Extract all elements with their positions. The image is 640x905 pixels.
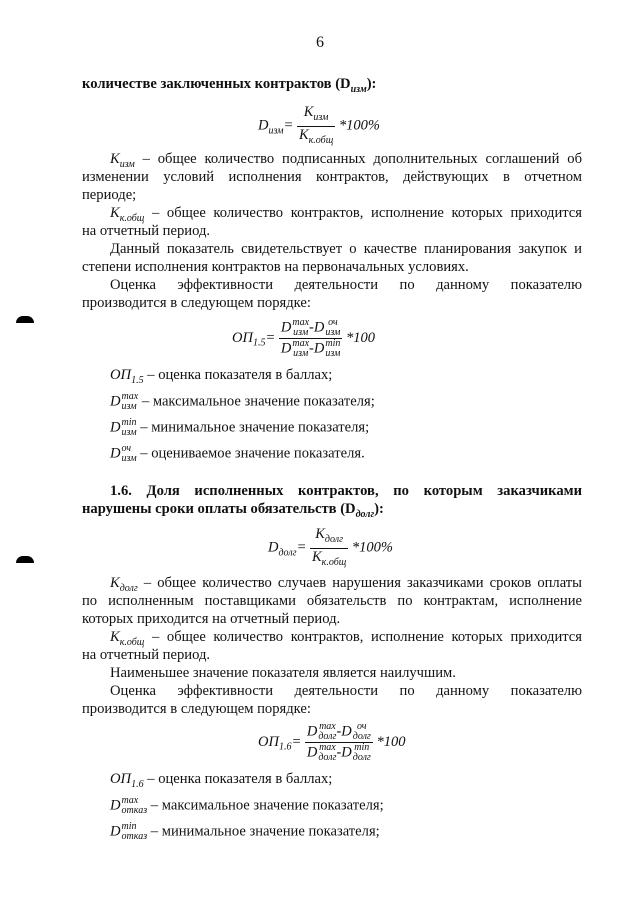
page-number: 6	[316, 34, 324, 51]
definition-k-izm: $K_{изм}$ – общее количество подписанных дополнительных соглашений об	[110, 151, 582, 170]
punch-hole-mark	[16, 556, 34, 563]
definition-k-obshch: $K_{к.общ}$ – общее количество контрактов, исполнение которых приходится	[110, 205, 582, 224]
text-line: изменении условий исполнения контрактов, действующих в отчетном	[82, 169, 582, 185]
legend-item: D оч изм – оцениваемое значение показателя.	[110, 443, 365, 464]
text-line: периоде;	[82, 187, 137, 203]
definition-k-obshch: $K_{к.общ}$ – общее количество контрактов, исполнение которых приходится	[110, 629, 582, 648]
text-line: которых приходится на отчетный период.	[82, 611, 341, 627]
legend-item: $ОП_{1.6}$ – оценка показателя в баллах;	[110, 771, 333, 790]
paragraph: Оценка эффективности деятельности по данному показателю	[110, 277, 582, 293]
text-line: производится в следующем порядке:	[82, 295, 311, 311]
paragraph: Наименьшее значение показателя является наилучшим.	[110, 665, 456, 681]
legend-item: D min отказ – минимальное значение показателя;	[110, 821, 380, 842]
legend-item: D max изм – максимальное значение показателя;	[110, 391, 375, 412]
punch-hole-mark	[16, 316, 34, 323]
section-heading-1-6: 1.6. Доля исполненных контрактов, по которым заказчиками	[110, 483, 582, 499]
formula-d-dolg: $D_{долг}=$ $\frac{K_{долг}}{K_{к.общ}}$ *100%	[268, 526, 393, 568]
text-line: на отчетный период.	[82, 223, 211, 239]
section-heading-1-6-cont: нарушены сроки оплаты обязательств $(D_{долг})$:	[82, 501, 384, 520]
legend-item: D min изм – минимальное значение показателя;	[110, 417, 370, 438]
text-line: степени исполнения контрактов на первоначальных условиях.	[82, 259, 469, 275]
formula-op-1-6: $ОП_{1.6}=$ D max долг -D оч долг D max долг -D min долг *100	[258, 721, 406, 763]
formula-op-1-5: $ОП_{1.5}=$ D max изм -D оч изм D max изм -D min изм *100	[232, 317, 376, 359]
section-heading-d-izm: количестве заключенных контрактов $(D_{изм})$:	[82, 76, 377, 95]
formula-d-izm: $D_{изм}=$ $\frac{K_{изм}}{K_{к.общ}}$ *100%	[258, 104, 380, 146]
paragraph: Оценка эффективности деятельности по данному показателю	[110, 683, 582, 699]
legend-item: D max отказ – максимальное значение показателя;	[110, 795, 384, 816]
text-line: по исполненным поставщиками обязательств по контрактам, исполнение	[82, 593, 582, 609]
definition-k-dolg: $K_{долг}$ – общее количество случаев нарушения заказчиками сроков оплаты	[110, 575, 582, 594]
legend-item: $ОП_{1.5}$ – оценка показателя в баллах;	[110, 367, 333, 386]
text-line: на отчетный период.	[82, 647, 211, 663]
paragraph: Данный показатель свидетельствует о качестве планирования закупок и	[110, 241, 582, 257]
text-line: производится в следующем порядке:	[82, 701, 311, 717]
